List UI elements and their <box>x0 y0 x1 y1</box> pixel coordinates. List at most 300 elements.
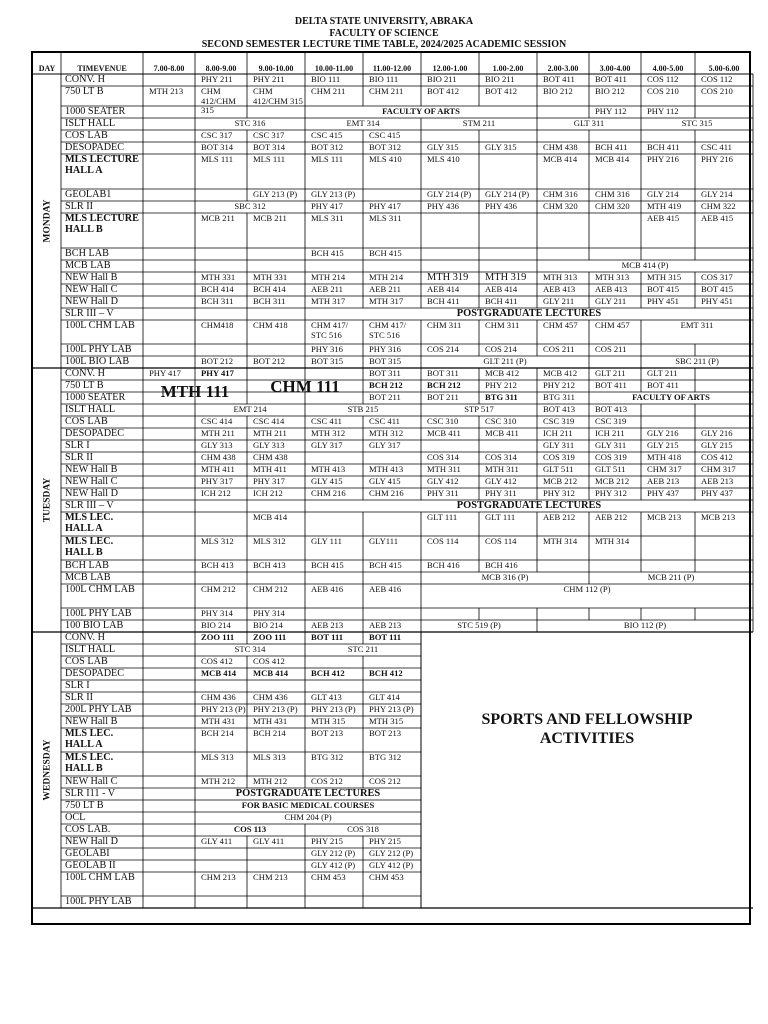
course-cell: GLT 211 <box>595 368 626 378</box>
venue-label: COS LAB <box>65 130 108 141</box>
course-cell: BOT 111 <box>369 632 402 642</box>
course-cell: SBC 211 (P) <box>675 356 719 366</box>
course-cell: BCH 412 <box>369 668 403 678</box>
course-cell: PHY 216 <box>647 154 679 164</box>
course-cell: CHM 316 <box>543 189 578 199</box>
course-cell: COS 319 <box>543 452 575 462</box>
course-cell: CHM 438 <box>201 452 236 462</box>
venue-label: CONV. H <box>65 74 106 85</box>
venue-label: MLS LEC. HALL B <box>65 752 114 774</box>
course-cell: CHM 453 <box>369 872 404 882</box>
course-cell: BCH 415 <box>369 248 402 258</box>
venue-label: COS LAB. <box>65 824 111 835</box>
course-cell: MCB 212 <box>543 476 578 486</box>
course-cell: CHM 457 <box>595 320 630 330</box>
course-cell: CHM 213 <box>201 872 236 882</box>
course-cell: ICH 212 <box>201 488 231 498</box>
column-header-time: 12.00-1.00 <box>432 64 468 73</box>
course-cell: BOT 413 <box>595 404 628 414</box>
course-cell: MLS 312 <box>253 536 286 546</box>
venue-label: NEW Hall C <box>65 476 118 487</box>
course-cell: CHM418 <box>201 320 234 330</box>
course-cell: AEB 416 <box>369 584 402 594</box>
course-cell: MCB 211 <box>201 213 235 223</box>
venue-label: DESOPADEC <box>65 142 125 153</box>
course-cell: CHM 211 <box>311 86 346 96</box>
course-cell: CHM 436 <box>201 692 236 702</box>
course-cell: COS 112 <box>701 74 733 84</box>
course-cell: BOT 411 <box>647 380 679 390</box>
course-cell: GLY 315 <box>485 142 517 152</box>
column-header-time: 2.00-3.00 <box>547 64 579 73</box>
course-cell: BTG 312 <box>311 752 344 762</box>
course-cell: GLY 213 (P) <box>253 189 298 199</box>
course-cell: BCH 415 <box>311 248 344 258</box>
course-cell: GLY 215 <box>647 440 679 450</box>
venue-label: CONV. H <box>65 368 106 379</box>
course-cell: CHM 457 <box>543 320 578 330</box>
course-cell: STC 211 <box>347 644 379 654</box>
course-cell: AEB 416 <box>311 584 344 594</box>
venue-label: 200L PHY LAB <box>65 704 132 715</box>
course-cell: PHY 311 <box>427 488 459 498</box>
course-cell: MTH 317 <box>311 296 346 306</box>
course-cell: STM 211 <box>462 118 496 128</box>
course-cell: COS 210 <box>701 86 733 96</box>
venue-label: SLR I <box>65 680 90 691</box>
course-cell: BCH 411 <box>485 296 518 306</box>
venue-label: BCH LAB <box>65 248 109 259</box>
course-cell: GLT 414 <box>369 692 400 702</box>
course-cell: MTH 213 <box>149 86 184 96</box>
course-cell: MCB 412 <box>543 368 578 378</box>
course-cell: CHM 320 <box>543 201 578 211</box>
course-cell: PHY 213 (P) <box>201 704 246 714</box>
course-cell: ICH 211 <box>543 428 573 438</box>
course-cell: PHY 211 <box>253 74 285 84</box>
course-cell: MTH 214 <box>311 272 346 282</box>
course-cell: AEB 213 <box>311 620 344 630</box>
venue-label: COS LAB <box>65 416 108 427</box>
course-cell: CHM 417/ STC 516 <box>311 320 349 340</box>
course-cell: MCB 414 <box>201 668 237 678</box>
course-cell: PHY 213 (P) <box>253 704 298 714</box>
course-cell: STC 315 <box>681 118 713 128</box>
course-cell: BCH 311 <box>201 296 234 306</box>
course-cell: CSC 414 <box>253 416 285 426</box>
venue-label: NEW Hall B <box>65 464 118 475</box>
course-cell: COS 412 <box>701 452 733 462</box>
venue-label: MCB LAB <box>65 572 111 583</box>
venue-label: CONV. H <box>65 632 106 643</box>
course-cell: PHY 212 <box>543 380 575 390</box>
course-cell: MCB 211 <box>253 213 287 223</box>
course-cell: GLT 311 <box>573 118 605 128</box>
course-cell: STC 314 <box>234 644 266 654</box>
course-cell: MCB 411 <box>485 428 519 438</box>
course-cell: AEB 413 <box>543 284 576 294</box>
course-cell: BOT 314 <box>253 142 286 152</box>
course-cell: MTH 211 <box>253 428 287 438</box>
course-cell: MLS 111 <box>253 154 286 164</box>
course-cell: MCB 316 (P) <box>481 572 529 582</box>
column-header-time: 7.00-8.00 <box>153 64 185 73</box>
course-cell: BIO 212 <box>595 86 625 96</box>
venue-label: SLR III – V <box>65 500 114 511</box>
course-cell: BOT 211 <box>427 392 459 402</box>
course-cell: CHM 322 <box>701 201 736 211</box>
course-cell: MTH 413 <box>369 464 404 474</box>
course-cell: GLY 317 <box>311 440 343 450</box>
course-cell: GLY 411 <box>253 836 285 846</box>
course-cell: BCH 414 <box>253 284 286 294</box>
course-cell: PHY 112 <box>647 106 679 116</box>
course-cell: CHM 112 (P) <box>563 584 611 594</box>
course-cell: GLY 311 <box>543 440 575 450</box>
course-cell: BIO 111 <box>311 74 341 84</box>
big-course-label: MTH 111 <box>160 382 230 401</box>
course-cell: CHM 438 <box>253 452 288 462</box>
course-cell: BCH 414 <box>201 284 234 294</box>
course-cell: AEB 213 <box>369 620 402 630</box>
course-cell: BOT 315 <box>311 356 344 366</box>
course-cell: MCB 414 (P) <box>621 260 669 270</box>
course-cell: MTH 314 <box>543 536 578 546</box>
course-cell: CSC 310 <box>427 416 459 426</box>
course-cell: CHM 216 <box>369 488 404 498</box>
course-cell: MCB 211 (P) <box>647 572 695 582</box>
course-cell: MCB 414 <box>543 154 578 164</box>
course-cell: BCH 411 <box>595 142 628 152</box>
course-cell: BTG 311 <box>485 392 518 402</box>
course-cell: ICH 211 <box>595 428 625 438</box>
course-cell: AEB 213 <box>647 476 680 486</box>
course-cell: BCH 416 <box>485 560 518 570</box>
course-cell: SBC 312 <box>234 201 266 211</box>
course-cell: MTH 411 <box>201 464 235 474</box>
course-cell: PHY 437 <box>647 488 679 498</box>
course-cell: ZOO 111 <box>201 632 235 642</box>
course-cell: PHY 417 <box>311 201 343 211</box>
course-cell: AEB 413 <box>595 284 628 294</box>
course-cell: CHM 212 <box>201 584 236 594</box>
column-header-time: 10.00-11.00 <box>314 64 354 73</box>
course-cell: COS 212 <box>369 776 401 786</box>
document-header <box>0 16 768 51</box>
course-cell: BCH 412 <box>311 668 345 678</box>
course-cell: BOT 412 <box>427 86 460 96</box>
timetable-title: SECOND SEMESTER LECTURE TIME TABLE, 2024/2025 ACADEMIC SESSION <box>201 39 567 50</box>
course-cell: MCB 414 <box>253 668 289 678</box>
course-cell: BOT 311 <box>369 368 401 378</box>
course-cell: MTH 431 <box>253 716 288 726</box>
course-cell: GLY 111 <box>311 536 342 546</box>
course-cell: MCB 212 <box>595 476 630 486</box>
venue-label: MCB LAB <box>65 260 111 271</box>
course-cell: MLS 313 <box>253 752 286 762</box>
course-cell: BIO 112 (P) <box>623 620 667 630</box>
column-header-time: 5.00-6.00 <box>708 64 740 73</box>
day-label: TUESDAY <box>41 477 52 523</box>
course-cell: CSC 411 <box>311 416 342 426</box>
course-cell: MTH 313 <box>543 272 578 282</box>
course-cell: PHY 311 <box>485 488 517 498</box>
course-cell: POSTGRADUATE LECTURES <box>456 500 602 511</box>
course-cell: BCH 212 <box>369 380 403 390</box>
course-cell: BCH 413 <box>253 560 286 570</box>
venue-label: 750 LT B <box>65 380 104 391</box>
venue-label: SLR III – V <box>65 308 114 319</box>
course-cell: CSC 415 <box>311 130 343 140</box>
course-cell: AEB 414 <box>485 284 518 294</box>
course-cell: COS 314 <box>485 452 517 462</box>
course-cell: MTH 331 <box>201 272 236 282</box>
course-cell: BOT 415 <box>647 284 680 294</box>
course-cell: AEB 415 <box>701 213 734 223</box>
course-cell: BTG 312 <box>369 752 402 762</box>
course-cell: COS 412 <box>253 656 285 666</box>
big-course-label: CHM 111 <box>270 377 340 396</box>
course-cell: PHY 212 <box>485 380 517 390</box>
venue-label: SLR II <box>65 692 94 703</box>
venue-label: SLR II <box>65 452 94 463</box>
course-cell: PHY 314 <box>253 608 285 618</box>
course-cell: CSC 415 <box>369 130 401 140</box>
course-cell: FACULTY OF ARTS <box>382 106 460 116</box>
venue-label: 100L BIO LAB <box>65 356 130 367</box>
course-cell: BOT 311 <box>427 368 459 378</box>
course-cell: BCH 212 <box>427 380 461 390</box>
course-cell: PHY 436 <box>427 201 459 211</box>
venue-label: 750 LT B <box>65 86 104 97</box>
course-cell: COS 319 <box>595 452 627 462</box>
course-cell: MTH 419 <box>647 201 682 211</box>
course-cell: MTH 319 <box>485 272 527 283</box>
course-cell: PHY 213 (P) <box>311 704 356 714</box>
venue-label: ISLT HALL <box>65 118 116 129</box>
course-cell: GLY 412 (P) <box>369 860 414 870</box>
venue-label: 100 BIO LAB <box>65 620 124 631</box>
venue-label: MLS LECTURE HALL B <box>65 213 139 235</box>
course-cell: CHM 211 <box>369 86 404 96</box>
course-cell: GLT 211 (P) <box>483 356 527 366</box>
course-cell: MTH 418 <box>647 452 682 462</box>
course-cell: MTH 211 <box>201 428 235 438</box>
course-cell: BTG 311 <box>543 392 575 402</box>
course-cell: COS 114 <box>485 536 517 546</box>
venue-label: 100L CHM LAB <box>65 872 135 883</box>
column-header-time: 11.00-12.00 <box>372 64 412 73</box>
course-cell: CHM 412/CHM 315 <box>201 86 236 115</box>
course-cell: PHY 216 <box>701 154 733 164</box>
course-cell: CHM 453 <box>311 872 346 882</box>
venue-label: BCH LAB <box>65 560 109 571</box>
course-cell: MLS 111 <box>201 154 234 164</box>
course-cell: EMT 214 <box>233 404 267 414</box>
course-cell: CSC 317 <box>253 130 285 140</box>
course-cell: PHY 112 <box>595 106 627 116</box>
course-cell: BOT 412 <box>485 86 518 96</box>
course-cell: MTH 315 <box>647 272 682 282</box>
course-cell: MLS 311 <box>311 213 344 223</box>
course-cell: CSC 310 <box>485 416 517 426</box>
course-cell: MTH 411 <box>253 464 287 474</box>
column-header-venue: TIMEVENUE <box>77 64 127 73</box>
course-cell: MLS 311 <box>369 213 402 223</box>
course-cell: BIO 211 <box>485 74 515 84</box>
course-cell: ICH 212 <box>253 488 283 498</box>
course-cell: CSC 317 <box>201 130 233 140</box>
course-cell: MTH 413 <box>311 464 346 474</box>
course-cell: GLY 214 <box>647 189 679 199</box>
column-header-time: 8.00-9.00 <box>205 64 237 73</box>
course-cell: PHY 436 <box>485 201 517 211</box>
sports-fellowship-block: SPORTS AND FELLOWSHIP ACTIVITIES <box>481 711 693 747</box>
course-cell: BCH 411 <box>647 142 680 152</box>
course-cell: GLY 412 <box>427 476 459 486</box>
course-cell: MCB 213 <box>701 512 736 522</box>
course-cell: GLY 214 (P) <box>427 189 472 199</box>
course-cell: BCH 415 <box>311 560 344 570</box>
course-cell: CHM 412/CHM 315 <box>253 86 303 106</box>
venue-label: NEW Hall D <box>65 836 119 847</box>
venue-label: 100L PHY LAB <box>65 896 132 907</box>
course-cell: PHY 417 <box>149 368 181 378</box>
course-cell: AEB 414 <box>427 284 460 294</box>
course-cell: CSC 414 <box>201 416 233 426</box>
course-cell: COS 317 <box>701 272 733 282</box>
course-cell: CHM 212 <box>253 584 288 594</box>
course-cell: BOT 315 <box>369 356 402 366</box>
course-cell: COS 412 <box>201 656 233 666</box>
course-cell: COS 212 <box>311 776 343 786</box>
course-cell: GLY 214 <box>701 189 733 199</box>
course-cell: POSTGRADUATE LECTURES <box>235 788 381 799</box>
venue-label: 100L CHM LAB <box>65 584 135 595</box>
course-cell: GLY 311 <box>595 440 627 450</box>
course-cell: PHY 451 <box>701 296 733 306</box>
venue-label: 1000 SEATER <box>65 392 126 403</box>
university-name: DELTA STATE UNIVERSITY, ABRAKA <box>294 16 474 27</box>
course-cell: PHY 437 <box>701 488 733 498</box>
venue-label: 750 LT B <box>65 800 104 811</box>
course-cell: BCH 416 <box>427 560 460 570</box>
course-cell: MTH 315 <box>369 716 404 726</box>
course-cell: MCB 411 <box>427 428 461 438</box>
course-cell: CHM 213 <box>253 872 288 882</box>
course-cell: MTH 311 <box>485 464 519 474</box>
course-cell: AEB 211 <box>369 284 401 294</box>
course-cell: CHM 216 <box>311 488 346 498</box>
course-cell: COS 214 <box>427 344 459 354</box>
course-cell: CSC 411 <box>701 142 732 152</box>
venue-label: SLR I11 - V <box>65 788 116 799</box>
course-cell: MTH 319 <box>427 272 469 283</box>
venue-label: NEW Hall B <box>65 272 118 283</box>
timetable-grid <box>31 51 751 925</box>
course-cell: MTH 314 <box>595 536 630 546</box>
venue-label: NEW Hall D <box>65 296 119 307</box>
course-cell: GLT 511 <box>595 464 626 474</box>
venue-label: 100L PHY LAB <box>65 344 132 355</box>
course-cell: GLY 313 <box>201 440 233 450</box>
course-cell: COS 318 <box>347 824 379 834</box>
course-cell: MTH 212 <box>201 776 236 786</box>
course-cell: GLY 313 <box>253 440 285 450</box>
course-cell: AEB 212 <box>595 512 628 522</box>
course-cell: GLY 211 <box>543 296 575 306</box>
course-cell: GLY 215 <box>701 440 733 450</box>
course-cell: MTH 313 <box>595 272 630 282</box>
course-cell: MTH 312 <box>369 428 404 438</box>
course-cell: MTH 317 <box>369 296 404 306</box>
course-cell: MCB 414 <box>595 154 630 164</box>
course-cell: GLY 411 <box>201 836 233 846</box>
venue-label: GEOLAB II <box>65 860 116 871</box>
course-cell: CSC 319 <box>543 416 575 426</box>
course-cell: BCH 415 <box>369 560 402 570</box>
course-cell: BCH 311 <box>253 296 286 306</box>
course-cell: BIO 111 <box>369 74 399 84</box>
course-cell: CHM 418 <box>253 320 288 330</box>
course-cell: AEB 211 <box>311 284 343 294</box>
venue-label: ISLT HALL <box>65 644 116 655</box>
course-cell: BOT 213 <box>311 728 344 738</box>
course-cell: FACULTY OF ARTS <box>632 392 710 402</box>
course-cell: AEB 415 <box>647 213 680 223</box>
course-cell: BOT 411 <box>543 74 575 84</box>
course-cell: MCB 412 <box>485 368 520 378</box>
course-cell: MTH 214 <box>369 272 404 282</box>
column-header-time: 3.00-4.00 <box>599 64 631 73</box>
course-cell: COS 211 <box>595 344 627 354</box>
day-label: MONDAY <box>41 199 52 243</box>
course-cell: PHY 417 <box>201 368 234 378</box>
course-cell: PHY 312 <box>543 488 575 498</box>
course-cell: GLY 212 (P) <box>369 848 414 858</box>
day-label: WEDNESDAY <box>41 739 52 801</box>
course-cell: PHY 211 <box>201 74 233 84</box>
course-cell: BOT 312 <box>311 142 344 152</box>
course-cell: FOR BASIC MEDICAL COURSES <box>241 800 375 810</box>
course-cell: BCH 411 <box>427 296 460 306</box>
course-cell: MCB 213 <box>647 512 682 522</box>
column-header-day: DAY <box>38 64 56 73</box>
course-cell: BCH 413 <box>201 560 234 570</box>
venue-label: MLS LEC. HALL B <box>65 536 114 558</box>
course-cell: MTH 315 <box>311 716 346 726</box>
course-cell: PHY 312 <box>595 488 627 498</box>
course-cell: BOT 413 <box>543 404 576 414</box>
venue-label: 100L PHY LAB <box>65 608 132 619</box>
course-cell: BOT 415 <box>701 284 734 294</box>
faculty-name: FACULTY OF SCIENCE <box>329 27 439 39</box>
course-cell: CSC 319 <box>595 416 627 426</box>
venue-label: 1000 SEATER <box>65 106 126 117</box>
column-header-time: 9.00-10.00 <box>258 64 294 73</box>
venue-label: GEOLABI <box>65 848 110 859</box>
course-cell: GLY 415 <box>311 476 343 486</box>
course-cell: BOT 211 <box>369 392 401 402</box>
course-cell: COS 210 <box>647 86 679 96</box>
course-cell: BOT 312 <box>369 142 402 152</box>
course-cell: CHM 204 (P) <box>284 812 332 822</box>
course-cell: PHY 213 (P) <box>369 704 414 714</box>
course-cell: STC 519 (P) <box>457 620 501 630</box>
course-cell: MTH 311 <box>427 464 461 474</box>
course-cell: BOT 213 <box>369 728 402 738</box>
course-cell: PHY 417 <box>369 201 401 211</box>
